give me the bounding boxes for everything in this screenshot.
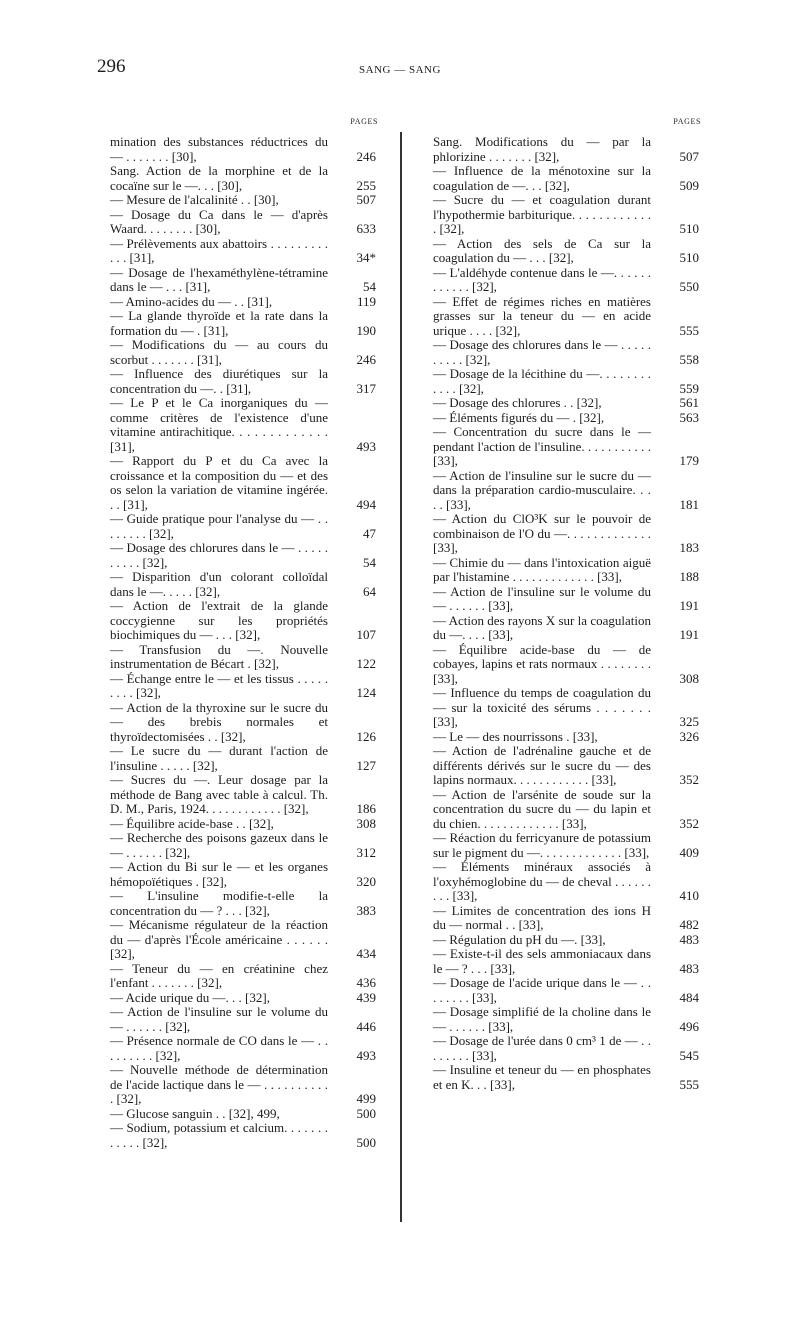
entry-text: — Existe-t-il des sels ammoniacaux dans le — ? . . . [33],	[433, 946, 651, 976]
entry-text: — Action de l'insuline sur le volume du — . . . . . . [32],	[110, 1004, 328, 1034]
index-entry	[433, 686, 701, 730]
entry-text: — L'insuline modifie-t-elle la concentration du — ? . . . [32],	[110, 888, 328, 918]
index-entry	[110, 396, 378, 454]
entry-page: 439	[356, 989, 376, 1005]
pages-column-label: PAGES	[350, 117, 378, 126]
entry-page: 246	[356, 351, 376, 367]
index-entry	[433, 860, 701, 904]
index-entry	[433, 193, 701, 237]
index-entry	[110, 991, 378, 1006]
index-entry	[433, 411, 701, 426]
index-entry	[433, 1063, 701, 1092]
index-entry	[433, 1034, 701, 1063]
entry-text: — Action de la thyroxine sur le sucre du — des brebis normales et thyroïdectomisées . . [32],	[110, 699, 328, 744]
index-entry	[110, 672, 378, 701]
entry-text: — Éléments minéraux associés à l'oxyhémoglobine du — de cheval . . . . . . . . . [33],	[433, 859, 651, 903]
index-entry	[110, 266, 378, 295]
page-number: 296	[97, 56, 126, 77]
entry-page: 383	[356, 902, 376, 918]
index-entry	[110, 570, 378, 599]
entry-text: — Amino-acides du — . . [31],	[110, 293, 273, 309]
index-entry	[110, 135, 378, 164]
entry-page: 34*	[356, 250, 376, 265]
entry-page: 179	[679, 453, 699, 468]
index-entry	[110, 1063, 378, 1107]
entry-text: — Limites de concentration des ions H du — normal . . [33],	[433, 902, 651, 932]
entry-text: — La glande thyroïde et la rate dans la formation du — . [31],	[110, 308, 328, 338]
entry-page: 446	[356, 1018, 376, 1034]
entry-text: Sang. Action de la morphine et de la cocaïne sur le —. . . [30],	[110, 163, 328, 193]
index-entry	[110, 701, 378, 745]
index-entry	[110, 454, 378, 512]
entry-page: 507	[356, 192, 376, 207]
entry-text: — Action de l'insuline sur le sucre du — dans la préparation cardio-musculaire. . . . . [33],	[433, 467, 651, 512]
index-entry	[110, 1005, 378, 1034]
entry-page: 126	[356, 728, 376, 744]
index-entry	[110, 962, 378, 991]
index-entry	[110, 817, 378, 832]
index-entry	[110, 237, 378, 266]
entry-page: 326	[679, 728, 699, 744]
entry-page: 499	[356, 1091, 376, 1106]
entry-text: — Influence du temps de coagulation du — sur la toxicité des sérums . . . . . . . [33],	[433, 685, 651, 729]
entry-page: 500	[356, 1134, 376, 1150]
index-entry	[433, 831, 701, 860]
index-entry	[110, 889, 378, 918]
entry-text: — Action du Bi sur le — et les organes hémopoïétiques . [32],	[110, 859, 328, 889]
entry-text: — Action de l'arsénite de soude sur la concentration du sucre du — du lapin et du chien. . . . . . . . . . . . . [33],	[433, 786, 651, 831]
entry-page: 54	[363, 554, 376, 570]
entry-text: — Sucres du —. Leur dosage par la méthode de Bang avec table à calcul. Th. D. M., Paris, 1924. . . . . . . . . . . . [32],	[110, 772, 328, 816]
entry-text: — Disparition d'un colorant colloïdal dans le —. . . . . [32],	[110, 569, 328, 599]
entry-text: — Recherche des poisons gazeux dans le — . . . . . . [32],	[110, 830, 328, 860]
entry-text: mination des substances réductrices du — . . . . . . . [30],	[110, 134, 328, 164]
index-entry	[110, 744, 378, 773]
entry-text: — Guide pratique pour l'analyse du — . . . . . . . . [32],	[110, 511, 328, 541]
entry-page: 183	[679, 540, 699, 555]
entry-page: 484	[679, 989, 699, 1005]
entry-page: 107	[356, 627, 376, 642]
entry-page: 64	[363, 583, 376, 599]
entry-page: 122	[356, 656, 376, 671]
entry-text: — Action des sels de Ca sur la coagulation du — . . . [32],	[433, 235, 651, 265]
entry-page: 509	[679, 177, 699, 193]
entry-text: — Dosage de l'urée dans 0 cm³ 1 de — . . . . . . . . [33],	[433, 1033, 651, 1063]
index-entry	[433, 614, 701, 643]
index-entry	[110, 860, 378, 889]
index-entry	[433, 266, 701, 295]
index-entry	[110, 512, 378, 541]
index-entry	[110, 193, 378, 208]
entry-text: — Dosage de l'hexaméthylène-tétramine dans le — . . . [31],	[110, 264, 328, 294]
entry-text: — Effet de régimes riches en matières grasses sur la teneur du — en acide urique . . . . [32],	[433, 293, 651, 338]
entry-page: 317	[356, 380, 376, 396]
entry-page: 550	[679, 279, 699, 294]
entry-text: — Dosage de la lécithine du —. . . . . . . . . . . . [32],	[433, 366, 651, 396]
index-entry	[433, 788, 701, 832]
entry-text: — Dosage des chlorures . . [32],	[433, 395, 602, 410]
entry-text: — Dosage du Ca dans le — d'après Waard. . . . . . . . [30],	[110, 206, 328, 236]
entry-text: — Concentration du sucre dans le — pendant l'action de l'insuline. . . . . . . . . . . [33],	[433, 424, 651, 468]
entry-text: — Teneur du — en créatinine chez l'enfant . . . . . . . [32],	[110, 960, 328, 990]
entry-text: — Dosage simplifié de la choline dans le — . . . . . . [33],	[433, 1004, 651, 1034]
entry-text: — Le — des nourrissons . [33],	[433, 728, 598, 744]
index-entry	[433, 295, 701, 339]
entry-text: — Action de l'extrait de la glande coccygienne sur les propriétés biochimiques du — . . . [32],	[110, 598, 328, 642]
entry-page: 496	[679, 1018, 699, 1034]
index-entry	[110, 1107, 378, 1122]
index-entry	[110, 918, 378, 962]
running-title: SANG — SANG	[359, 64, 441, 76]
entry-page: 191	[679, 627, 699, 642]
index-entry	[433, 976, 701, 1005]
entry-text: — Dosage de l'acide urique dans le — . . . . . . . . [33],	[433, 975, 651, 1005]
entry-text: — Action de l'adrénaline gauche et de différents dérivés sur le sucre du — des lapins normaux. . . . . . . . . . . . [33],	[433, 743, 651, 787]
entry-text: — Action de l'insuline sur le volume du — . . . . . . [33],	[433, 583, 651, 613]
entry-text: — Sodium, potassium et calcium. . . . . . . . . . . . [32],	[110, 1120, 328, 1150]
index-entry	[433, 512, 701, 556]
entry-text: Sang. Modifications du — par la phlorizine . . . . . . . [32],	[433, 134, 651, 164]
index-entry	[433, 556, 701, 585]
index-entry	[110, 367, 378, 396]
entry-text: — Éléments figurés du — . [32],	[433, 409, 605, 425]
entry-page: 308	[356, 815, 376, 831]
entry-text: — Acide urique du —. . . [32],	[110, 989, 270, 1005]
entry-page: 119	[356, 293, 376, 309]
entry-page: 545	[679, 1047, 699, 1063]
entry-page: 308	[679, 670, 699, 686]
index-entry	[110, 643, 378, 672]
entry-page: 559	[679, 380, 699, 396]
index-entry	[110, 164, 378, 193]
entry-text: — Réaction du ferricyanure de potassium sur le pigment du —. . . . . . . . . . . . . [33],	[433, 830, 651, 860]
index-entry	[433, 730, 701, 745]
entry-text: — Mécanisme régulateur de la réaction du — d'après l'École américaine . . . . . . [32],	[110, 917, 328, 961]
index-entry	[433, 469, 701, 513]
index-entry	[110, 773, 378, 817]
entry-text: — Le P et le Ca inorganiques du — comme critères de l'existence d'une vitamine antirachitique. . . . . . . . . . . . . [31],	[110, 395, 328, 454]
index-entry	[433, 396, 701, 411]
entry-text: — Échange entre le — et les tissus . . . . . . . . . [32],	[110, 670, 328, 700]
pages-column-label: PAGES	[673, 117, 701, 126]
entry-page: 255	[356, 177, 376, 193]
entry-text: — Présence normale de CO dans le — . . . . . . . . . [32],	[110, 1033, 328, 1063]
index-entry	[110, 208, 378, 237]
index-entry	[433, 367, 701, 396]
entry-page: 54	[363, 279, 376, 294]
index-entry	[110, 338, 378, 367]
entry-page: 500	[356, 1105, 376, 1121]
entry-page: 246	[356, 148, 376, 164]
index-entry	[433, 164, 701, 193]
entry-text: — Le sucre du — durant l'action de l'insuline . . . . . [32],	[110, 743, 328, 773]
entry-page: 320	[356, 873, 376, 889]
entry-page: 483	[679, 960, 699, 976]
entry-text: — Dosage des chlorures dans le — . . . . . . . . . . [32],	[433, 337, 651, 367]
index-entry	[110, 1121, 378, 1150]
entry-text: — Influence de la ménotoxine sur la coagulation de —. . . [32],	[433, 163, 651, 193]
right-column	[433, 117, 701, 1092]
index-entry	[110, 599, 378, 643]
entry-page: 352	[679, 772, 699, 787]
entry-page: 558	[679, 351, 699, 367]
entry-page: 561	[679, 395, 699, 410]
entry-page: 436	[356, 975, 376, 990]
right-entries	[433, 135, 701, 1092]
entry-page: 127	[356, 757, 376, 773]
entry-page: 352	[679, 815, 699, 831]
entry-text: — Action du ClO³K sur le pouvoir de combinaison de l'O du —. . . . . . . . . . . . . [33],	[433, 511, 651, 555]
index-entry	[433, 585, 701, 614]
entry-page: 124	[356, 685, 376, 700]
index-entry	[433, 933, 701, 948]
entry-page: 409	[679, 844, 699, 860]
entry-page: 410	[679, 888, 699, 903]
entry-page: 555	[679, 322, 699, 338]
entry-text: — Équilibre acide-base . . [32],	[110, 815, 274, 831]
entry-page: 181	[679, 496, 699, 512]
entry-page: 482	[679, 917, 699, 932]
entry-page: 510	[679, 221, 699, 236]
entry-page: 483	[679, 931, 699, 947]
entry-page: 190	[356, 322, 376, 338]
entry-text: — Dosage des chlorures dans le — . . . . . . . . . . [32],	[110, 540, 328, 570]
index-entry	[433, 135, 701, 164]
index-entry	[433, 237, 701, 266]
entry-page: 325	[679, 714, 699, 729]
entry-page: 510	[679, 250, 699, 265]
entry-page: 555	[679, 1076, 699, 1092]
entry-page: 312	[356, 844, 376, 860]
column-divider	[400, 132, 402, 1222]
index-entry	[110, 831, 378, 860]
index-entry	[433, 1005, 701, 1034]
entry-page: 507	[679, 148, 699, 164]
entry-text: — Glucose sanguin . . [32], 499,	[110, 1105, 280, 1121]
entry-text: — Chimie du — dans l'intoxication aiguë par l'histamine . . . . . . . . . . . . . [33],	[433, 554, 651, 584]
index-entry	[110, 309, 378, 338]
left-entries	[110, 135, 378, 1150]
index-entry	[433, 744, 701, 788]
index-entry	[433, 338, 701, 367]
index-entry	[433, 425, 701, 469]
entry-text: — Régulation du pH du —. [33],	[433, 931, 606, 947]
entry-text: — Équilibre acide-base du — de cobayes, lapins et rats normaux . . . . . . . . [33],	[433, 641, 651, 686]
entry-text: — Modifications du — au cours du scorbut . . . . . . . [31],	[110, 337, 328, 367]
entry-text: — Mesure de l'alcalinité . . [30],	[110, 192, 279, 207]
index-entry	[110, 541, 378, 570]
entry-page: 493	[356, 1047, 376, 1063]
entry-text: — Rapport du P et du Ca avec la croissance et la composition du — et des os selon la variation de vitamine ingérée. . . [31],	[110, 453, 328, 512]
entry-page: 493	[356, 438, 376, 454]
index-entry	[433, 947, 701, 976]
entry-text: — Sucre du — et coagulation durant l'hypothermie barbiturique. . . . . . . . . . . . . [32],	[433, 192, 651, 236]
entry-text: — Transfusion du —. Nouvelle instrumentation de Bécart . [32],	[110, 641, 328, 671]
entry-page: 494	[356, 496, 376, 512]
entry-page: 563	[679, 409, 699, 425]
entry-text: — Prélèvements aux abattoirs . . . . . . . . . . . . [31],	[110, 235, 328, 265]
entry-page: 633	[356, 221, 376, 236]
index-entry	[433, 904, 701, 933]
entry-text: — Insuline et teneur du — en phosphates et en K. . . [33],	[433, 1062, 651, 1092]
entry-text: — Influence des diurétiques sur la concentration du —. . [31],	[110, 366, 328, 396]
index-entry	[110, 295, 378, 310]
entry-page: 188	[679, 569, 699, 584]
entry-page: 434	[356, 946, 376, 961]
entry-page: 186	[356, 801, 376, 816]
entry-page: 191	[679, 598, 699, 613]
left-column	[110, 117, 378, 1150]
index-entry	[433, 643, 701, 687]
entry-text: — Action des rayons X sur la coagulation du —. . . . [33],	[433, 612, 651, 642]
entry-page: 47	[363, 525, 376, 541]
index-entry	[110, 1034, 378, 1063]
entry-text: — L'aldéhyde contenue dans le —. . . . . . . . . . . . [32],	[433, 264, 651, 294]
entry-text: — Nouvelle méthode de détermination de l'acide lactique dans le — . . . . . . . . . . . [32],	[110, 1062, 328, 1106]
